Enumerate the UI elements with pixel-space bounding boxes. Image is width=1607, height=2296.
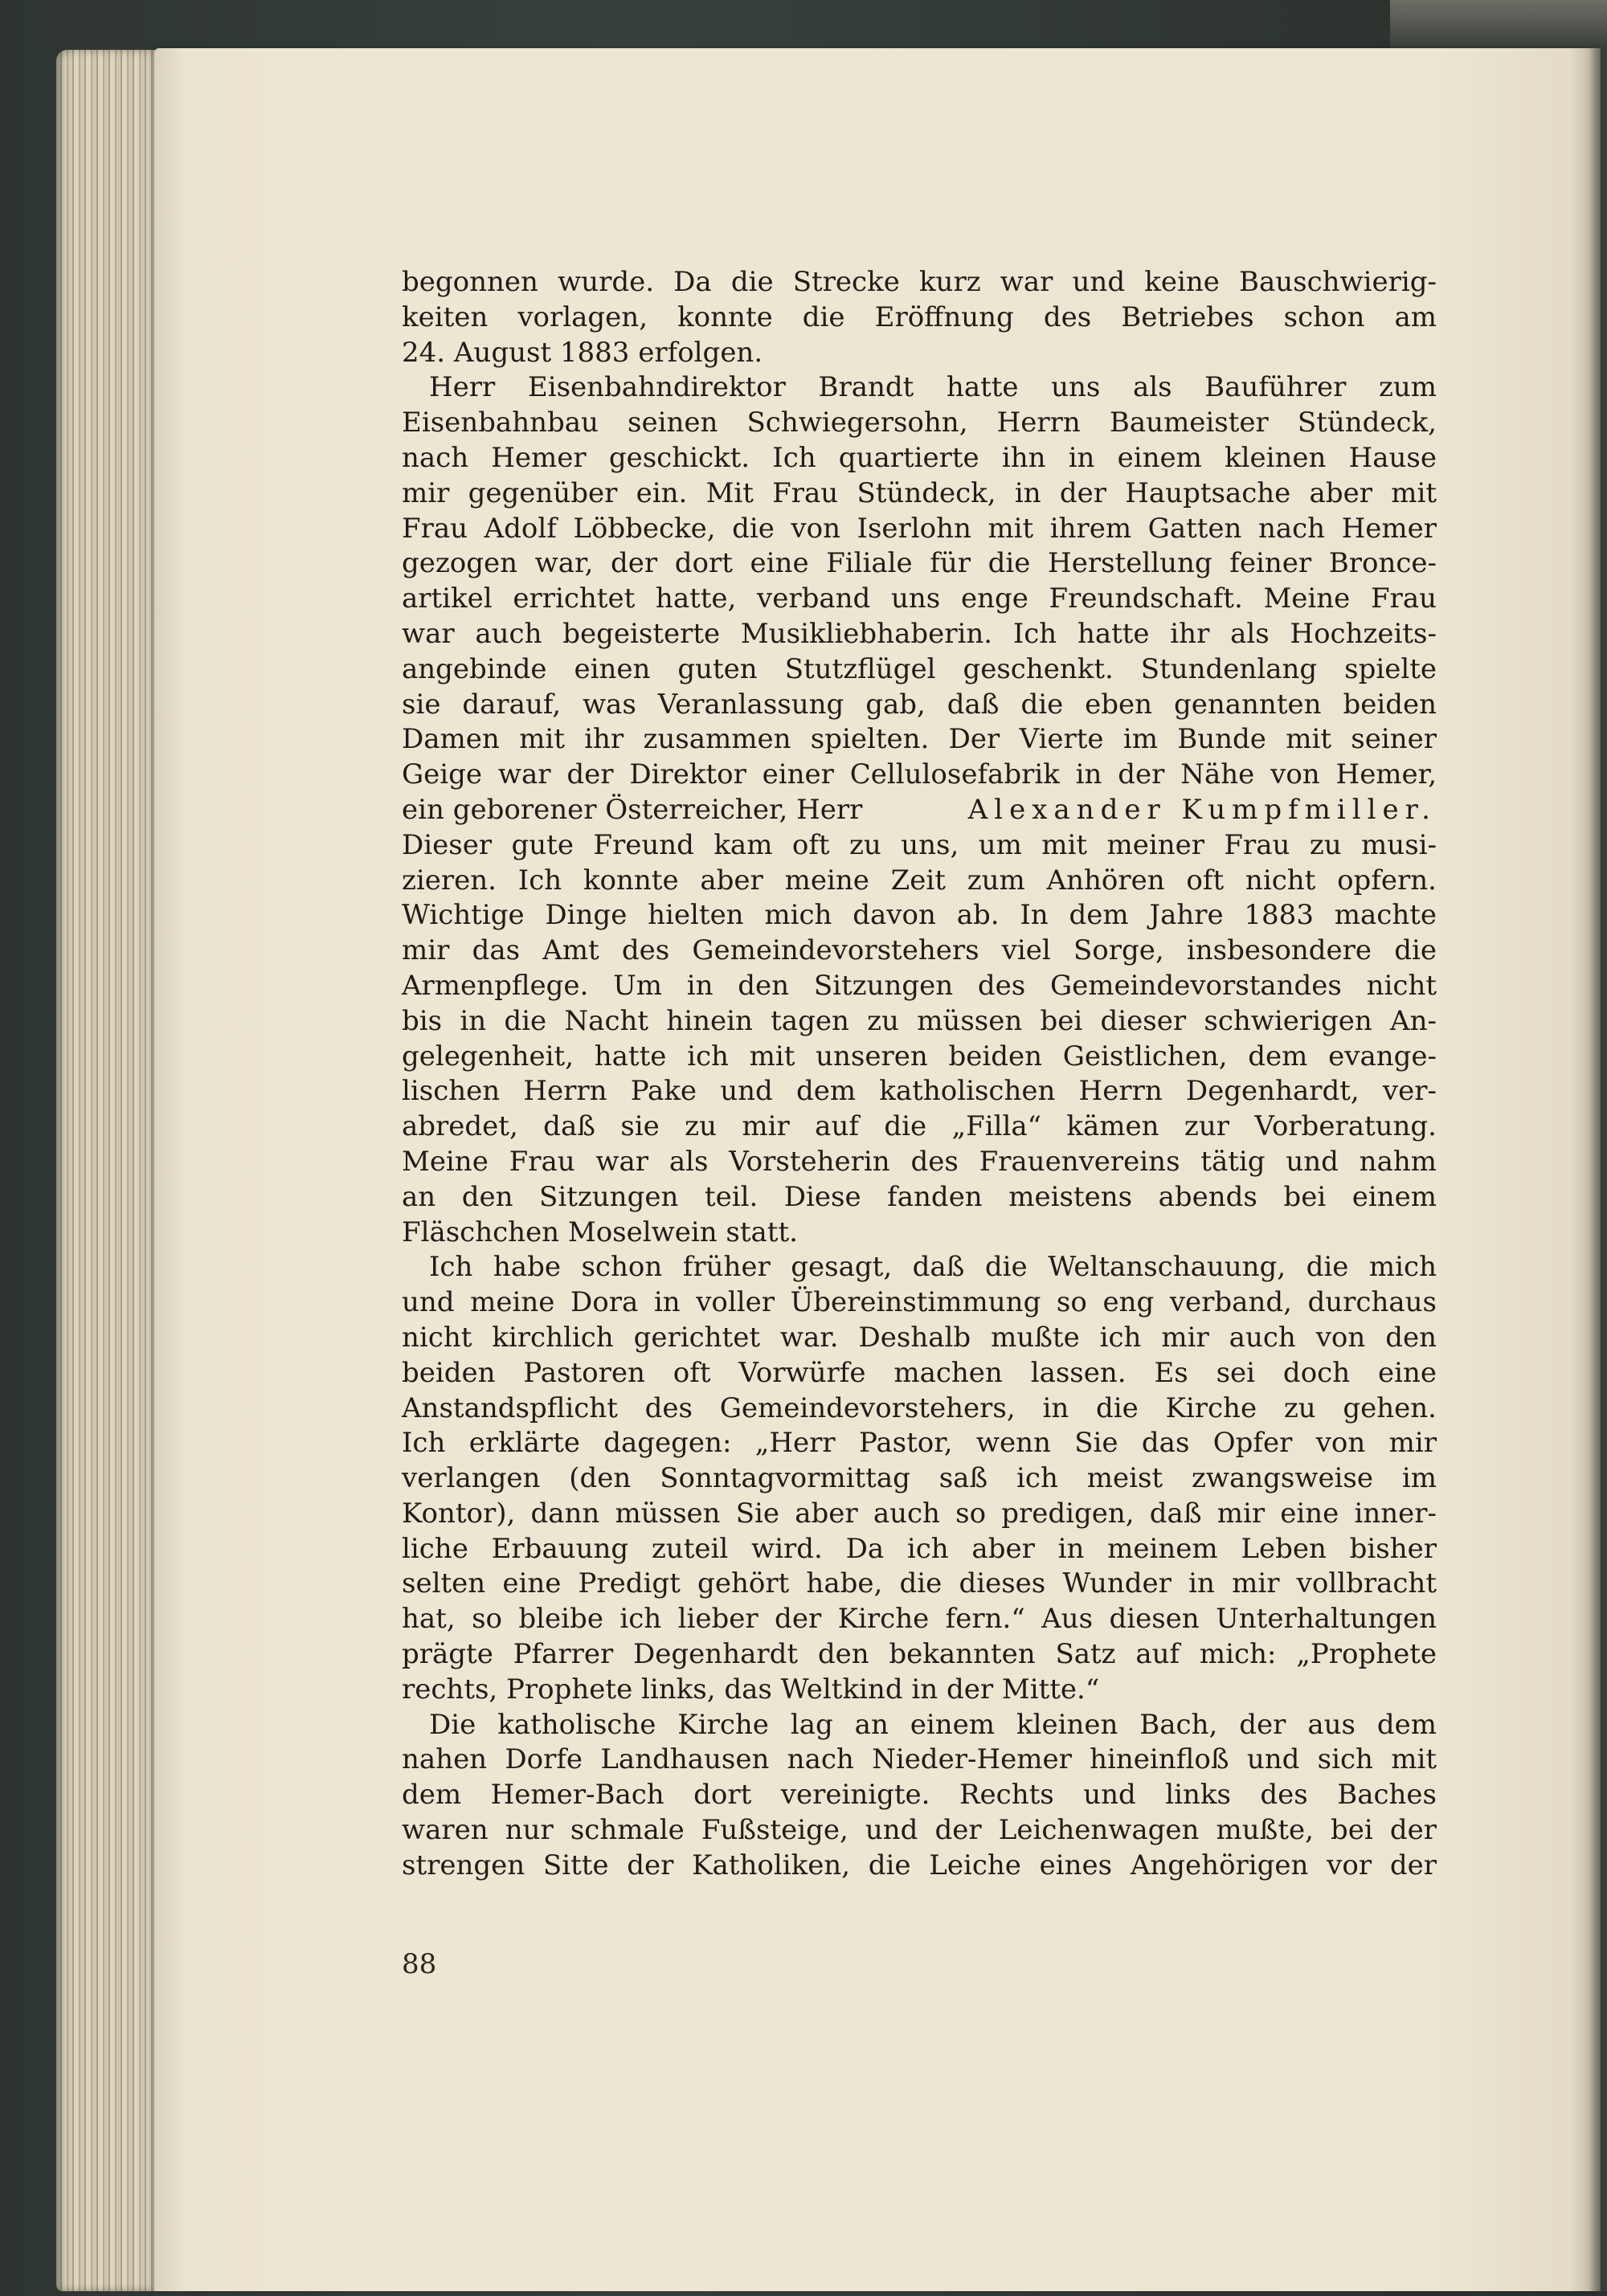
text-line: nahen Dorfe Landhausen nach Nieder-Hemer hineinfloß und sich mit xyxy=(402,1743,1437,1776)
text-line: Herr Eisenbahndirektor Brandt hatte uns als Bauführer zum xyxy=(429,371,1437,404)
text-line: hat, so bleibe ich lieber der Kirche fern.“ Aus diesen Unterhaltungen xyxy=(402,1603,1437,1636)
text-line: Die katholische Kirche lag an einem kleinen Bach, der aus dem xyxy=(429,1708,1437,1741)
text-line: Damen mit ihr zusammen spielten. Der Vierte im Bunde mit seiner xyxy=(402,723,1437,756)
text-line: verlangen (den Sonntagvormittag saß ich meist zwangsweise im xyxy=(402,1462,1437,1495)
text-line: war auch begeisterte Musikliebhaberin. Ich hatte ihr als Hochzeits- xyxy=(402,617,1437,650)
text-line: Meine Frau war als Vorsteherin des Frauenvereins tätig und nahm xyxy=(402,1145,1437,1178)
text-line: artikel errichtet hatte, verband uns enge Freundschaft. Meine Frau xyxy=(402,582,1437,615)
text-line: Fläschchen Moselwein statt. xyxy=(402,1215,798,1248)
text-line: Ich habe schon früher gesagt, daß die Weltanschauung, die mich xyxy=(429,1251,1437,1284)
text-line: Dieser gute Freund kam oft zu uns, um mit meiner Frau zu musi- xyxy=(402,828,1437,861)
text-line: mir das Amt des Gemeindevorstehers viel Sorge, insbesondere die xyxy=(402,934,1437,967)
text-line: begonnen wurde. Da die Strecke kurz war und keine Bauschwierig- xyxy=(402,266,1437,298)
text-line: an den Sitzungen teil. Diese fanden meistens abends bei einem xyxy=(402,1180,1437,1213)
text-line: prägte Pfarrer Degenhardt den bekannten Satz auf mich: „Prophete xyxy=(402,1638,1437,1671)
text-line xyxy=(402,793,1437,828)
text-line: Frau Adolf Löbbecke, die von Iserlohn mit ihrem Gatten nach Hemer xyxy=(402,512,1437,545)
text-line: bis in die Nacht hinein tagen zu müssen bei dieser schwierigen An- xyxy=(402,1004,1437,1037)
person-name-spaced: Alexander Kumpfmiller. xyxy=(967,793,1437,826)
text-line: Eisenbahnbau seinen Schwiegersohn, Herrn Baumeister Stündeck, xyxy=(402,406,1437,439)
text-line: selten eine Predigt gehört habe, die dieses Wunder in mir vollbracht xyxy=(402,1567,1437,1600)
text-line: gelegenheit, hatte ich mit unseren beiden Geistlichen, dem evange- xyxy=(402,1040,1437,1072)
text-line: sie darauf, was Veranlassung gab, daß die eben genannten beiden xyxy=(402,688,1437,721)
text-line: rechts, Prophete links, das Weltkind in der Mitte.“ xyxy=(402,1673,1100,1706)
text-line: Anstandspflicht des Gemeindevorstehers, in die Kirche zu gehen. xyxy=(402,1391,1437,1424)
text-line: mir gegenüber ein. Mit Frau Stündeck, in der Hauptsache aber mit xyxy=(402,476,1437,509)
text-line: nicht kirchlich gerichtet war. Deshalb mußte ich mir auch von den xyxy=(402,1321,1437,1354)
text-line-segment: ein geborener Österreicher, Herr xyxy=(402,793,863,826)
text-line: und meine Dora in voller Übereinstimmung so eng verband, durchaus xyxy=(402,1286,1437,1319)
text-line: nach Hemer geschickt. Ich quartierte ihn in einem kleinen Hause xyxy=(402,441,1437,474)
text-line: lischen Herrn Pake und dem katholischen Herrn Degenhardt, ver- xyxy=(402,1075,1437,1108)
text-line: zieren. Ich konnte aber meine Zeit zum Anhören oft nicht opfern. xyxy=(402,864,1437,897)
text-line: strengen Sitte der Katholiken, die Leiche eines Angehörigen vor der xyxy=(402,1849,1437,1881)
text-line: dem Hemer-Bach dort vereinigte. Rechts und links des Baches xyxy=(402,1779,1437,1812)
text-line: angebinde einen guten Stutzflügel geschenkt. Stundenlang spielte xyxy=(402,652,1437,685)
text-line: Wichtige Dinge hielten mich davon ab. In dem Jahre 1883 machte xyxy=(402,899,1437,932)
text-line: Kontor), dann müssen Sie aber auch so predigen, daß mir eine inner- xyxy=(402,1497,1437,1530)
page-number: 88 xyxy=(402,1948,437,1980)
cover-top-edge xyxy=(1390,0,1607,48)
text-line: Armenpflege. Um in den Sitzungen des Gemeindevorstandes nicht xyxy=(402,969,1437,1002)
text-line: keiten vorlagen, konnte die Eröffnung des Betriebes schon am xyxy=(402,300,1437,333)
page-body-text xyxy=(402,265,1437,1884)
text-line: beiden Pastoren oft Vorwürfe machen lassen. Es sei doch eine xyxy=(402,1356,1437,1389)
stacked-page-edges xyxy=(56,50,161,2291)
text-line: waren nur schmale Fußsteige, und der Leichenwagen mußte, bei der xyxy=(402,1814,1437,1847)
text-line: Geige war der Direktor einer Cellulosefabrik in der Nähe von Hemer, xyxy=(402,758,1437,791)
text-line: gezogen war, der dort eine Filiale für die Herstellung feiner Bronce- xyxy=(402,547,1437,580)
text-line: 24. August 1883 erfolgen. xyxy=(402,336,763,369)
text-line: liche Erbauung zuteil wird. Da ich aber in meinem Leben bisher xyxy=(402,1532,1437,1565)
text-line: Ich erklärte dagegen: „Herr Pastor, wenn Sie das Opfer von mir xyxy=(402,1427,1437,1460)
text-line: abredet, daß sie zu mir auf die „Filla“ kämen zur Vorberatung. xyxy=(402,1110,1437,1143)
page-gutter-shadow xyxy=(1571,48,1607,2291)
